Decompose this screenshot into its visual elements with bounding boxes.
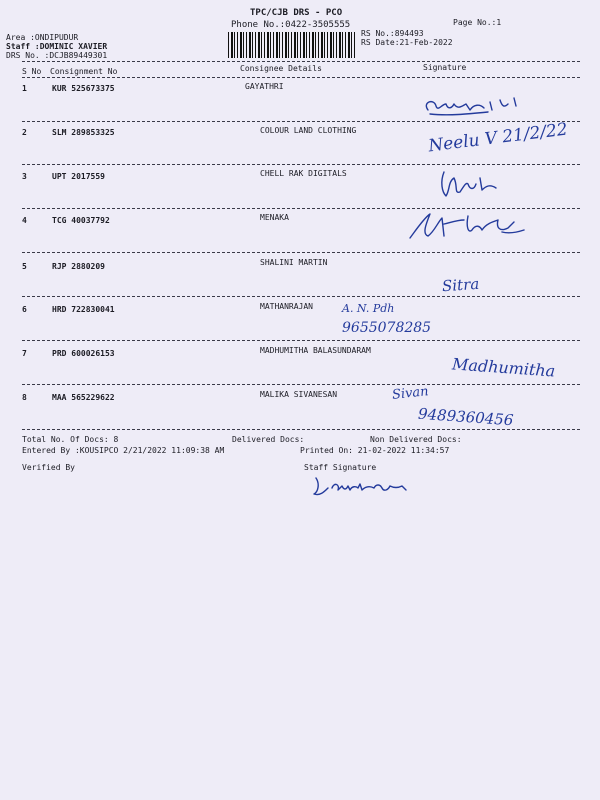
row-sno: 8 bbox=[22, 393, 27, 402]
printed-on: Printed On: 21-02-2022 11:34:57 bbox=[300, 446, 450, 455]
col-consignee: Consignee Details bbox=[240, 64, 322, 73]
signature-6: A. N. Pdh bbox=[342, 302, 395, 315]
drs-number: DRS No. :DCJB89449301 bbox=[6, 51, 108, 60]
phone-number: Phone No.:0422-3505555 bbox=[231, 20, 351, 30]
signature-3 bbox=[436, 168, 526, 202]
row-consignment: KUR 525673375 bbox=[52, 84, 115, 93]
row-sno: 1 bbox=[22, 84, 27, 93]
row-consignee: GAYATHRI bbox=[245, 82, 284, 91]
row-sno: 6 bbox=[22, 305, 27, 314]
barcode bbox=[228, 32, 355, 58]
row-consignee: CHELL RAK DIGITALS bbox=[260, 169, 347, 178]
area-label: Area :ONDIPUDUR bbox=[6, 33, 79, 42]
row-consignment: TCG 40037792 bbox=[52, 216, 110, 225]
row-consignment: HRD 722830041 bbox=[52, 305, 115, 314]
phone-6: 9655078285 bbox=[342, 320, 432, 336]
row-consignment: PRD 600026153 bbox=[52, 349, 115, 358]
signature-2: Neelu V 21/2/22 bbox=[427, 119, 569, 157]
phone-8: 9489360456 bbox=[417, 404, 514, 430]
header-rule bbox=[22, 61, 580, 62]
signature-8: Sivan bbox=[391, 384, 430, 403]
non-delivered-docs: Non Delivered Docs: bbox=[370, 435, 462, 444]
row-consignment: MAA 565229622 bbox=[52, 393, 115, 402]
page-number: Page No.:1 bbox=[453, 18, 502, 27]
rs-date: RS Date:21-Feb-2022 bbox=[361, 38, 453, 47]
row-consignee: MADHUMITHA BALASUNDARAM bbox=[260, 346, 371, 355]
signature-5: Sitra bbox=[441, 274, 480, 296]
staff-label: Staff :DOMINIC XAVIER bbox=[6, 42, 108, 51]
row-sno: 2 bbox=[22, 128, 27, 137]
row-sno: 5 bbox=[22, 262, 27, 271]
row-sno: 7 bbox=[22, 349, 27, 358]
row-consignee: SHALINI MARTIN bbox=[260, 258, 328, 267]
row-sno: 3 bbox=[22, 172, 27, 181]
col-signature: Signature bbox=[423, 63, 467, 72]
entered-by: Entered By :KOUSIPCO 2/21/2022 11:09:38 AM bbox=[22, 446, 225, 455]
delivered-docs: Delivered Docs: bbox=[232, 435, 305, 444]
row-sno: 4 bbox=[22, 216, 27, 225]
header-rule-bottom bbox=[22, 77, 580, 78]
staff-signature-label: Staff Signature bbox=[304, 463, 377, 472]
verified-by: Verified By bbox=[22, 463, 75, 472]
row-consignment: SLM 289853325 bbox=[52, 128, 115, 137]
document-title: TPC/CJB DRS - PCO bbox=[250, 8, 343, 18]
row-consignee: MALIKA SIVANESAN bbox=[260, 390, 338, 399]
row-consignment: UPT 2017559 bbox=[52, 172, 105, 181]
signature-7: Madhumitha bbox=[451, 354, 556, 381]
row-consignee: COLOUR LAND CLOTHING bbox=[260, 126, 357, 135]
staff-signature bbox=[310, 474, 422, 500]
row-consignee: MENAKA bbox=[260, 213, 289, 222]
signature-1 bbox=[418, 92, 528, 122]
signature-4 bbox=[404, 208, 534, 248]
col-consignment: Consignment No bbox=[50, 67, 118, 76]
rs-number: RS No.:894493 bbox=[361, 29, 424, 38]
total-docs: Total No. Of Docs: 8 bbox=[22, 435, 119, 444]
row-consignment: RJP 2880209 bbox=[52, 262, 105, 271]
col-sno: S No bbox=[22, 67, 42, 76]
row-consignee: MATHANRAJAN bbox=[260, 302, 313, 311]
